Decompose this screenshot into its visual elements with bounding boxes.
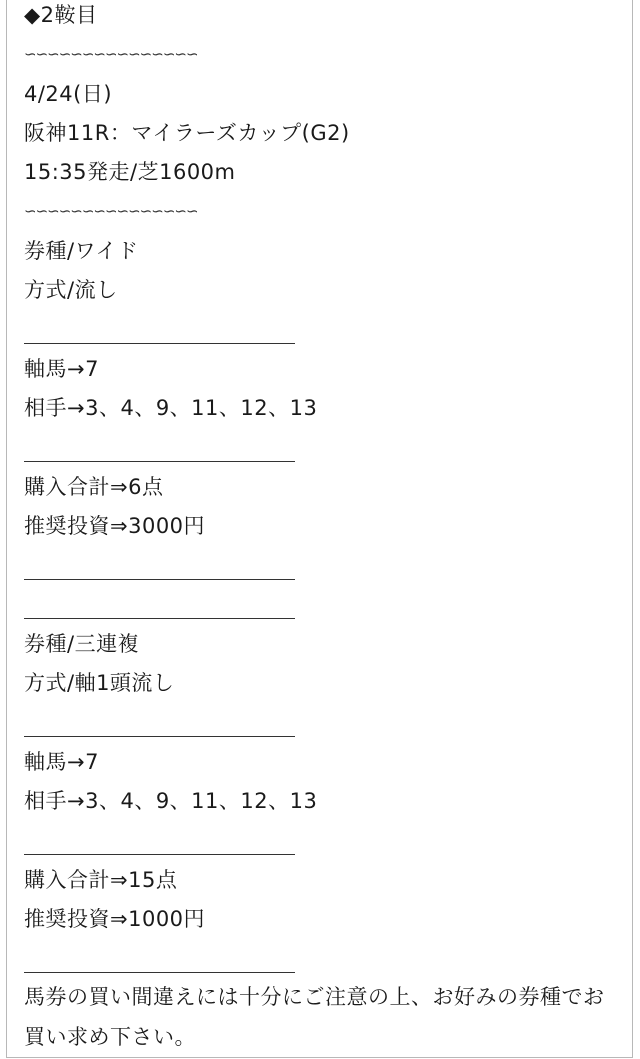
bet-type: 券種/三連複 bbox=[24, 631, 140, 656]
purchase-total: 購入合計⇒15点 bbox=[24, 867, 178, 892]
decorative-divider: ∽∽∽∽∽∽∽∽∽∽∽∽∽∽∽ bbox=[24, 202, 198, 221]
purchase-total: 購入合計⇒6点 bbox=[24, 474, 164, 499]
horizontal-rule bbox=[24, 943, 624, 982]
partner-horses: 相手→3、4、9、11、12、13 bbox=[24, 788, 318, 813]
recommended-investment: 推奨投資⇒3000円 bbox=[24, 513, 206, 538]
horizontal-rule bbox=[24, 314, 624, 353]
partner-horses: 相手→3、4、9、11、12、13 bbox=[24, 395, 318, 420]
race-date: 4/24(日) bbox=[24, 81, 113, 106]
bet-method: 方式/流し bbox=[24, 278, 118, 303]
race-heading: ◆2鞍目 bbox=[24, 3, 98, 27]
horizontal-rule bbox=[24, 825, 624, 864]
horizontal-rule bbox=[24, 550, 624, 589]
horizontal-rule bbox=[24, 707, 624, 746]
axis-horse: 軸馬→7 bbox=[24, 749, 99, 774]
betting-tip-text bbox=[24, 0, 624, 1057]
bet-type: 券種/ワイド bbox=[24, 238, 139, 263]
race-name: 阪神11R：マイラーズカップ(G2) bbox=[24, 120, 350, 145]
horizontal-rule bbox=[24, 432, 624, 471]
horizontal-rule bbox=[24, 589, 624, 628]
bet-method: 方式/軸1頭流し bbox=[24, 671, 175, 696]
notice-text: 馬券の買い間違えには十分にご注意の上、お好みの券種でお買い求め下さい。 bbox=[24, 985, 605, 1049]
race-start-info: 15:35発走/芝1600m bbox=[24, 160, 236, 185]
decorative-divider: ∽∽∽∽∽∽∽∽∽∽∽∽∽∽∽ bbox=[24, 45, 198, 64]
recommended-investment: 推奨投資⇒1000円 bbox=[24, 906, 206, 931]
axis-horse: 軸馬→7 bbox=[24, 356, 99, 381]
